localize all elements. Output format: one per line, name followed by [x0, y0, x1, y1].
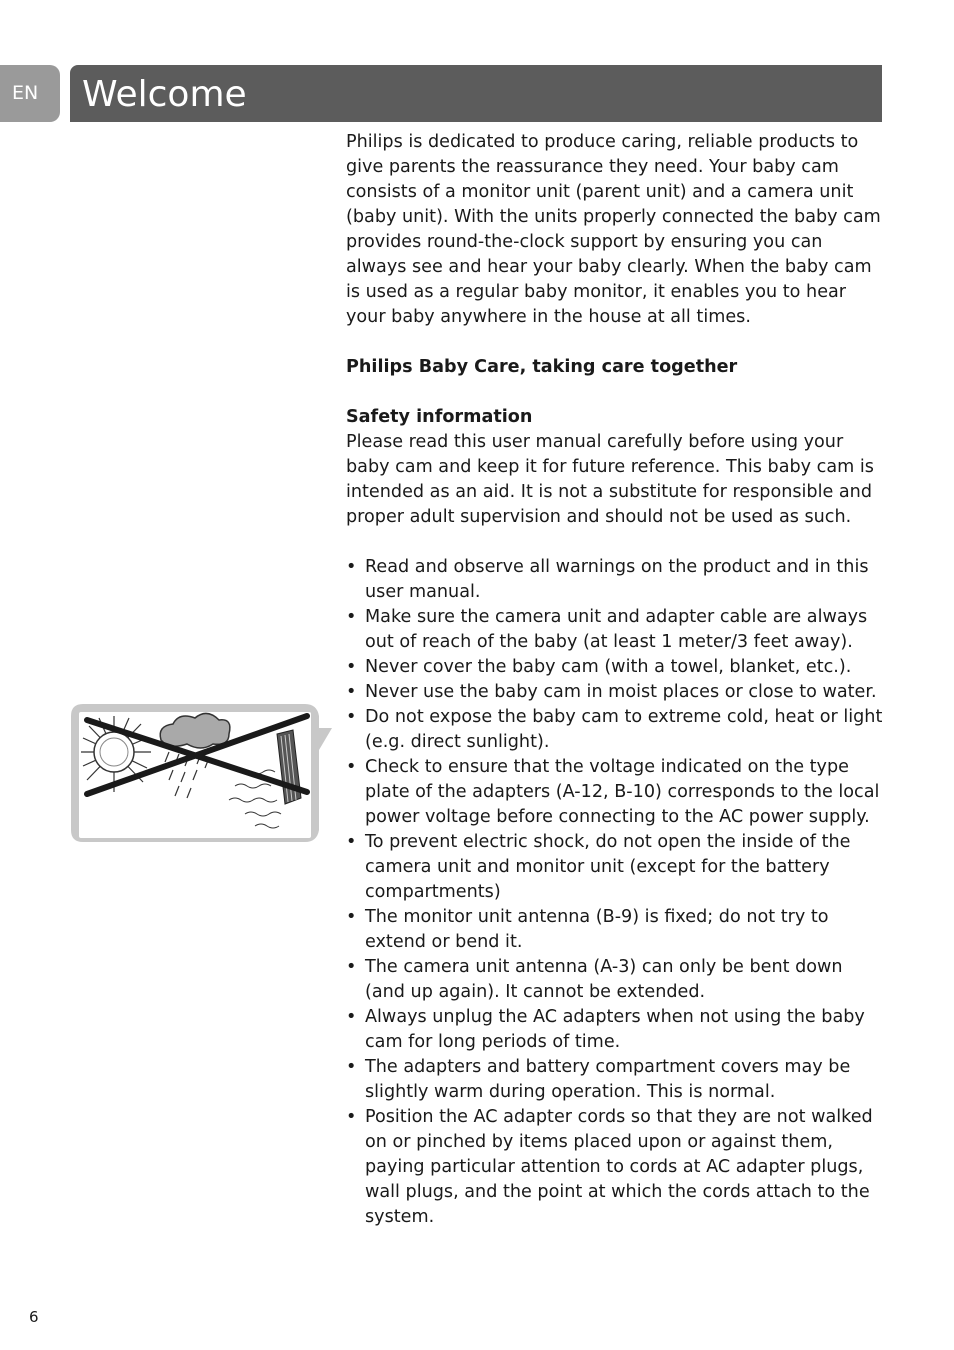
safety-item: • Never use the baby cam in moist places or close to water.	[346, 680, 886, 705]
intro-paragraph: Philips is dedicated to produce caring, reliable products to give parents the reassurance they need. Your baby cam consists of a monitor unit (parent unit) and a camera unit (baby unit). With the units properly connected the baby cam provides round-the-clock support by ensuring you can always see and hear your baby clearly. When the baby cam is used as a regular baby monitor, it enables you to hear your baby anywhere in the house at all times.	[346, 132, 881, 327]
main-content	[346, 130, 886, 1230]
safety-paragraph: Please read this user manual carefully before using your baby cam and keep it for future reference. This baby cam is intended as an aid. It is not a substitute for responsible and proper adult supervision and should not be used as such.	[346, 432, 874, 527]
safety-item: • Position the AC adapter cords so that they are not walked on or pinched by items placed upon or against them, paying particular attention to cords at AC adapter plugs, wall plugs, and the point at which the cords attach to the system.	[346, 1105, 886, 1230]
safety-list	[346, 555, 886, 1230]
safety-item: • Do not expose the baby cam to extreme cold, heat or light (e.g. direct sunlight).	[346, 705, 886, 755]
safety-item: • To prevent electric shock, do not open the inside of the camera unit and monitor unit (except for the battery compartments)	[346, 830, 886, 905]
page-number: 6	[29, 1308, 39, 1326]
safety-item: • Always unplug the AC adapters when not using the baby cam for long periods of time.	[346, 1005, 886, 1055]
safety-item: • Check to ensure that the voltage indicated on the type plate of the adapters (A-12, B-10) corresponds to the local power voltage before connecting to the AC power supply.	[346, 755, 886, 830]
safety-item: • Read and observe all warnings on the product and in this user manual.	[346, 555, 886, 605]
title-bar	[70, 65, 882, 122]
safety-item: • Never cover the baby cam (with a towel, blanket, etc.).	[346, 655, 886, 680]
page-title: Welcome	[82, 74, 247, 115]
safety-item: • The camera unit antenna (A-3) can only be bent down (and up again). It cannot be extended.	[346, 955, 886, 1005]
safety-heading: Safety information	[346, 407, 533, 427]
safety-item: • The adapters and battery compartment covers may be slightly warm during operation. This is normal.	[346, 1055, 886, 1105]
safety-item: • Make sure the camera unit and adapter cable are always out of reach of the baby (at least 1 meter/3 feet away).	[346, 605, 886, 655]
tagline: Philips Baby Care, taking care together	[346, 357, 738, 377]
warning-illustration	[69, 702, 335, 845]
safety-item: • The monitor unit antenna (B-9) is fixed; do not try to extend or bend it.	[346, 905, 886, 955]
language-tab: EN	[0, 65, 60, 122]
